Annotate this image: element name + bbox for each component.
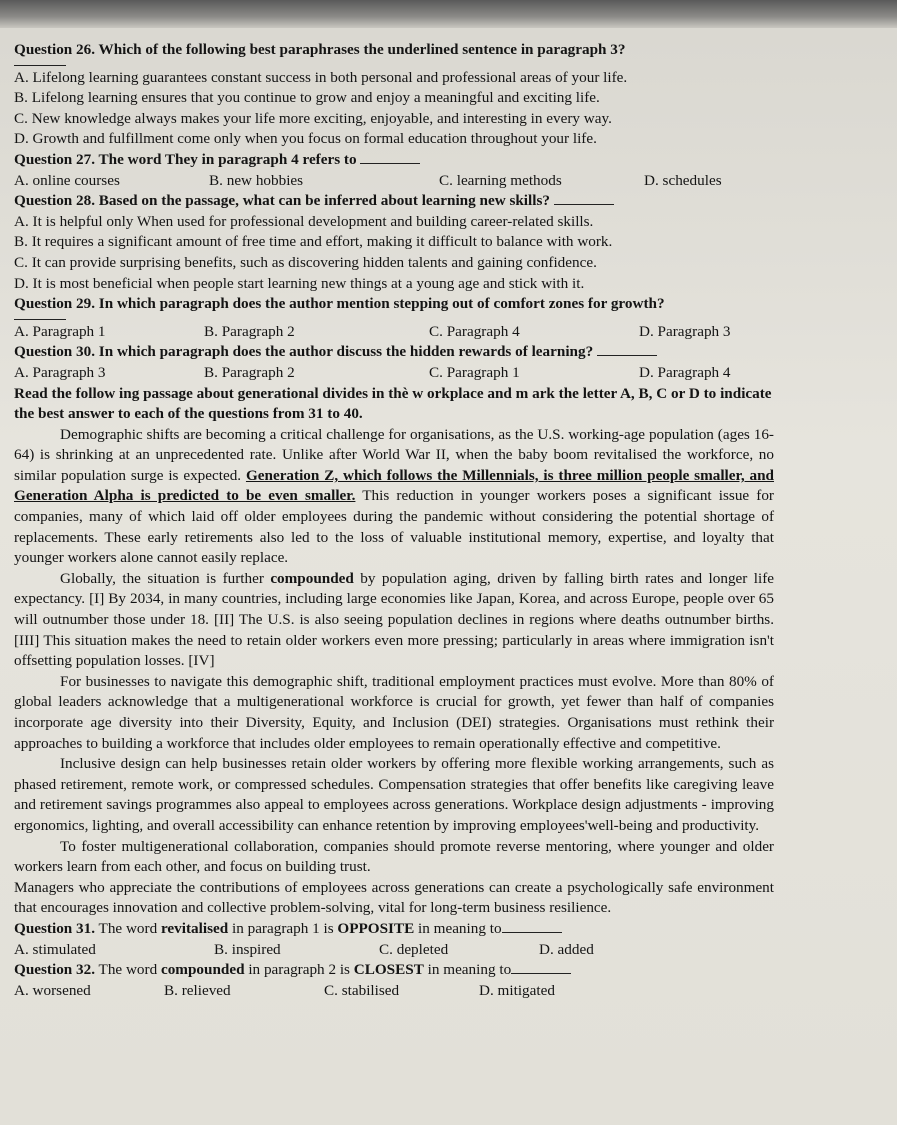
q30-option-c: C. Paragraph 1 [429,363,520,381]
q29-option-b: B. Paragraph 2 [204,322,295,340]
q32-text-3: in meaning to [423,961,512,979]
answer-blank [554,192,614,205]
question-26-stem: Question 26. Which of the following best paraphrases the underlined sentence in paragraph 3? [14,41,626,58]
answer-blank [502,920,562,933]
q26-option-d: D. Growth and fulfillment come only when you focus on formal education throughout your life. [14,130,597,148]
passage-paragraph-6: Managers who appreciate the contributions of employees across generations can create a psychologically safe environment that encourages innovation and collective problem-solving, vital for long-term business resilience. [14,878,774,917]
question-28-stem: Question 28. Based on the passage, what can be inferred about learning new skills? [14,192,550,210]
q30-option-b: B. Paragraph 2 [204,363,295,381]
q32-option-a: A. worsened [14,981,91,999]
q32-word: compounded [160,961,245,979]
p1-underlined-sentence: Generation Z, which follows the Millennials, is three million people smaller, and Generation Alpha is predicted to be even smaller. [14,466,775,505]
question-29-stem: Question 29. In which paragraph does the author mention stepping out of comfort zones for growth? [14,295,665,313]
q31-text-3: in meaning to [414,919,502,937]
q31-option-d: D. added [539,940,594,958]
q31-label: Question 31. [14,919,96,937]
p2-start: Globally, the situation is further [60,569,271,587]
passage-paragraph-5: To foster multigenerational collaboration, companies should promote reverse mentoring, where younger and older workers learn from each other, and focus on building trust. [14,837,774,876]
q32-option-d: D. mitigated [479,981,555,999]
answer-blank [360,151,420,164]
q28-option-c: C. It can provide surprising benefits, such as discovering hidden talents and gaining confidence. [14,253,597,271]
q30-option-a: A. Paragraph 3 [14,363,106,381]
q32-label: Question 32. [14,961,96,979]
q28-option-d: D. It is most beneficial when people start learning new things at a young age and stick with it. [14,274,585,292]
passage-paragraph-4: Inclusive design can help businesses retain older workers by offering more flexible working arrangements, such as phased retirement, remote work, or compressed schedules. Compensation strategies that offer benefits like caregiving leave and retirement savings programmes also appeal to employees across generations. Workplace design adjustments - improving ergonomics, lighting, and overall accessibility can enhance retention by improving employees'well-being and productivity. [14,755,774,834]
document-content [14,40,774,1001]
answer-blank [14,61,66,66]
q29-option-d: D. Paragraph 3 [639,322,731,340]
question-27-stem-line [14,150,774,171]
q29-option-c: C. Paragraph 4 [429,322,520,340]
q32-text-1: The word [95,961,161,979]
p1-start: Demographic shifts are becoming a critical challenge for organisations, as the U.S. working-age population (ages 16-64) is shrinking at an unprecedented rate. Unlike after World War II, when the baby boom revitalised the workforce, no similar population surge is expected. [14,425,774,484]
photo-top-shadow [0,0,897,28]
q28-option-a: A. It is helpful only When used for professional development and building career-related skills. [14,212,594,230]
q31-text-1: The word [95,919,161,937]
q29-option-a: A. Paragraph 1 [14,322,106,340]
question-27-stem: Question 27. The word They in paragraph 4 refers to [14,150,357,168]
answer-blank [14,315,66,320]
q31-option-a: A. stimulated [14,940,96,958]
q32-options [14,981,774,1002]
q29-options [14,322,774,343]
q31-options [14,940,774,961]
question-30-stem: Question 30. In which paragraph does the author discuss the hidden rewards of learning? [14,343,594,361]
passage-instructions: Read the follow ing passage about generational divides in thè w orkplace and m ark the letter A, B, C or D to indicate the best answer to each of the questions from 31 to 40. [14,384,772,423]
q30-options [14,363,774,384]
p1-end: This reduction in younger workers poses a significant issue for companies, many of which laid off older employees during the pandemic without considering the potential shortage of replacements. These early retirements also led to the loss of valuable institutional memory, expertise, and loyalty that younger workers alone cannot easily replace. [14,487,774,567]
q31-option-b: B. inspired [214,940,281,958]
question-31-stem-line [14,919,774,940]
question-32-stem-line [14,960,774,981]
question-30-stem-line [14,342,774,363]
question-28-stem-line [14,191,774,212]
q31-text-2: in paragraph 1 is [228,919,338,937]
answer-blank [597,343,657,356]
q27-option-d: D. schedules [644,171,722,189]
passage-paragraph-1 [14,425,774,569]
q31-keyword: OPPOSITE [337,919,415,937]
q26-option-b: B. Lifelong learning ensures that you continue to grow and enjoy a meaningful and exciting life. [14,89,600,107]
q31-word: revitalised [160,919,229,937]
q27-option-c: C. learning methods [439,171,562,189]
p2-bold-word: compounded [270,569,354,587]
q31-option-c: C. depleted [379,940,449,958]
p2-end: by population aging, driven by falling birth rates and longer life expectancy. [I] By 2034, in many countries, including large economies like Japan, Korea, and across Europe, people over 65 will outnumber those under 18. [II] The U.S. is also seeing population declines in regions where deaths outnumber births. [III] This situation makes the need to retain older workers even more pressing; particularly in areas where immigration isn't offsetting population losses. [IV] [14,569,774,670]
q27-option-b: B. new hobbies [209,171,304,189]
q26-option-c: C. New knowledge always makes your life more exciting, enjoyable, and interesting in every way. [14,109,612,127]
answer-blank [511,961,571,974]
q28-option-b: B. It requires a significant amount of free time and effort, making it difficult to balance with work. [14,233,613,251]
q32-text-2: in paragraph 2 is [244,961,354,979]
passage-paragraph-3: For businesses to navigate this demographic shift, traditional employment practices must evolve. More than 80% of global leaders acknowledge that a multigenerational workforce is crucial for growth, yet fewer than half of companies incorporate age diversity into their Diversity, Equity, and Inclusion (DEI) strategies. Organisations must rethink their approaches to building a workforce that includes older employees to remain operationally effective and competitive. [14,672,774,752]
q26-option-a: A. Lifelong learning guarantees constant success in both personal and professional areas of your life. [14,68,628,86]
passage-paragraph-2 [14,569,774,672]
q32-keyword: CLOSEST [353,961,424,979]
q27-options [14,171,774,192]
q32-option-c: C. stabilised [324,981,400,999]
q30-option-d: D. Paragraph 4 [639,363,731,381]
q32-option-b: B. relieved [164,981,231,999]
q27-option-a: A. online courses [14,171,120,189]
